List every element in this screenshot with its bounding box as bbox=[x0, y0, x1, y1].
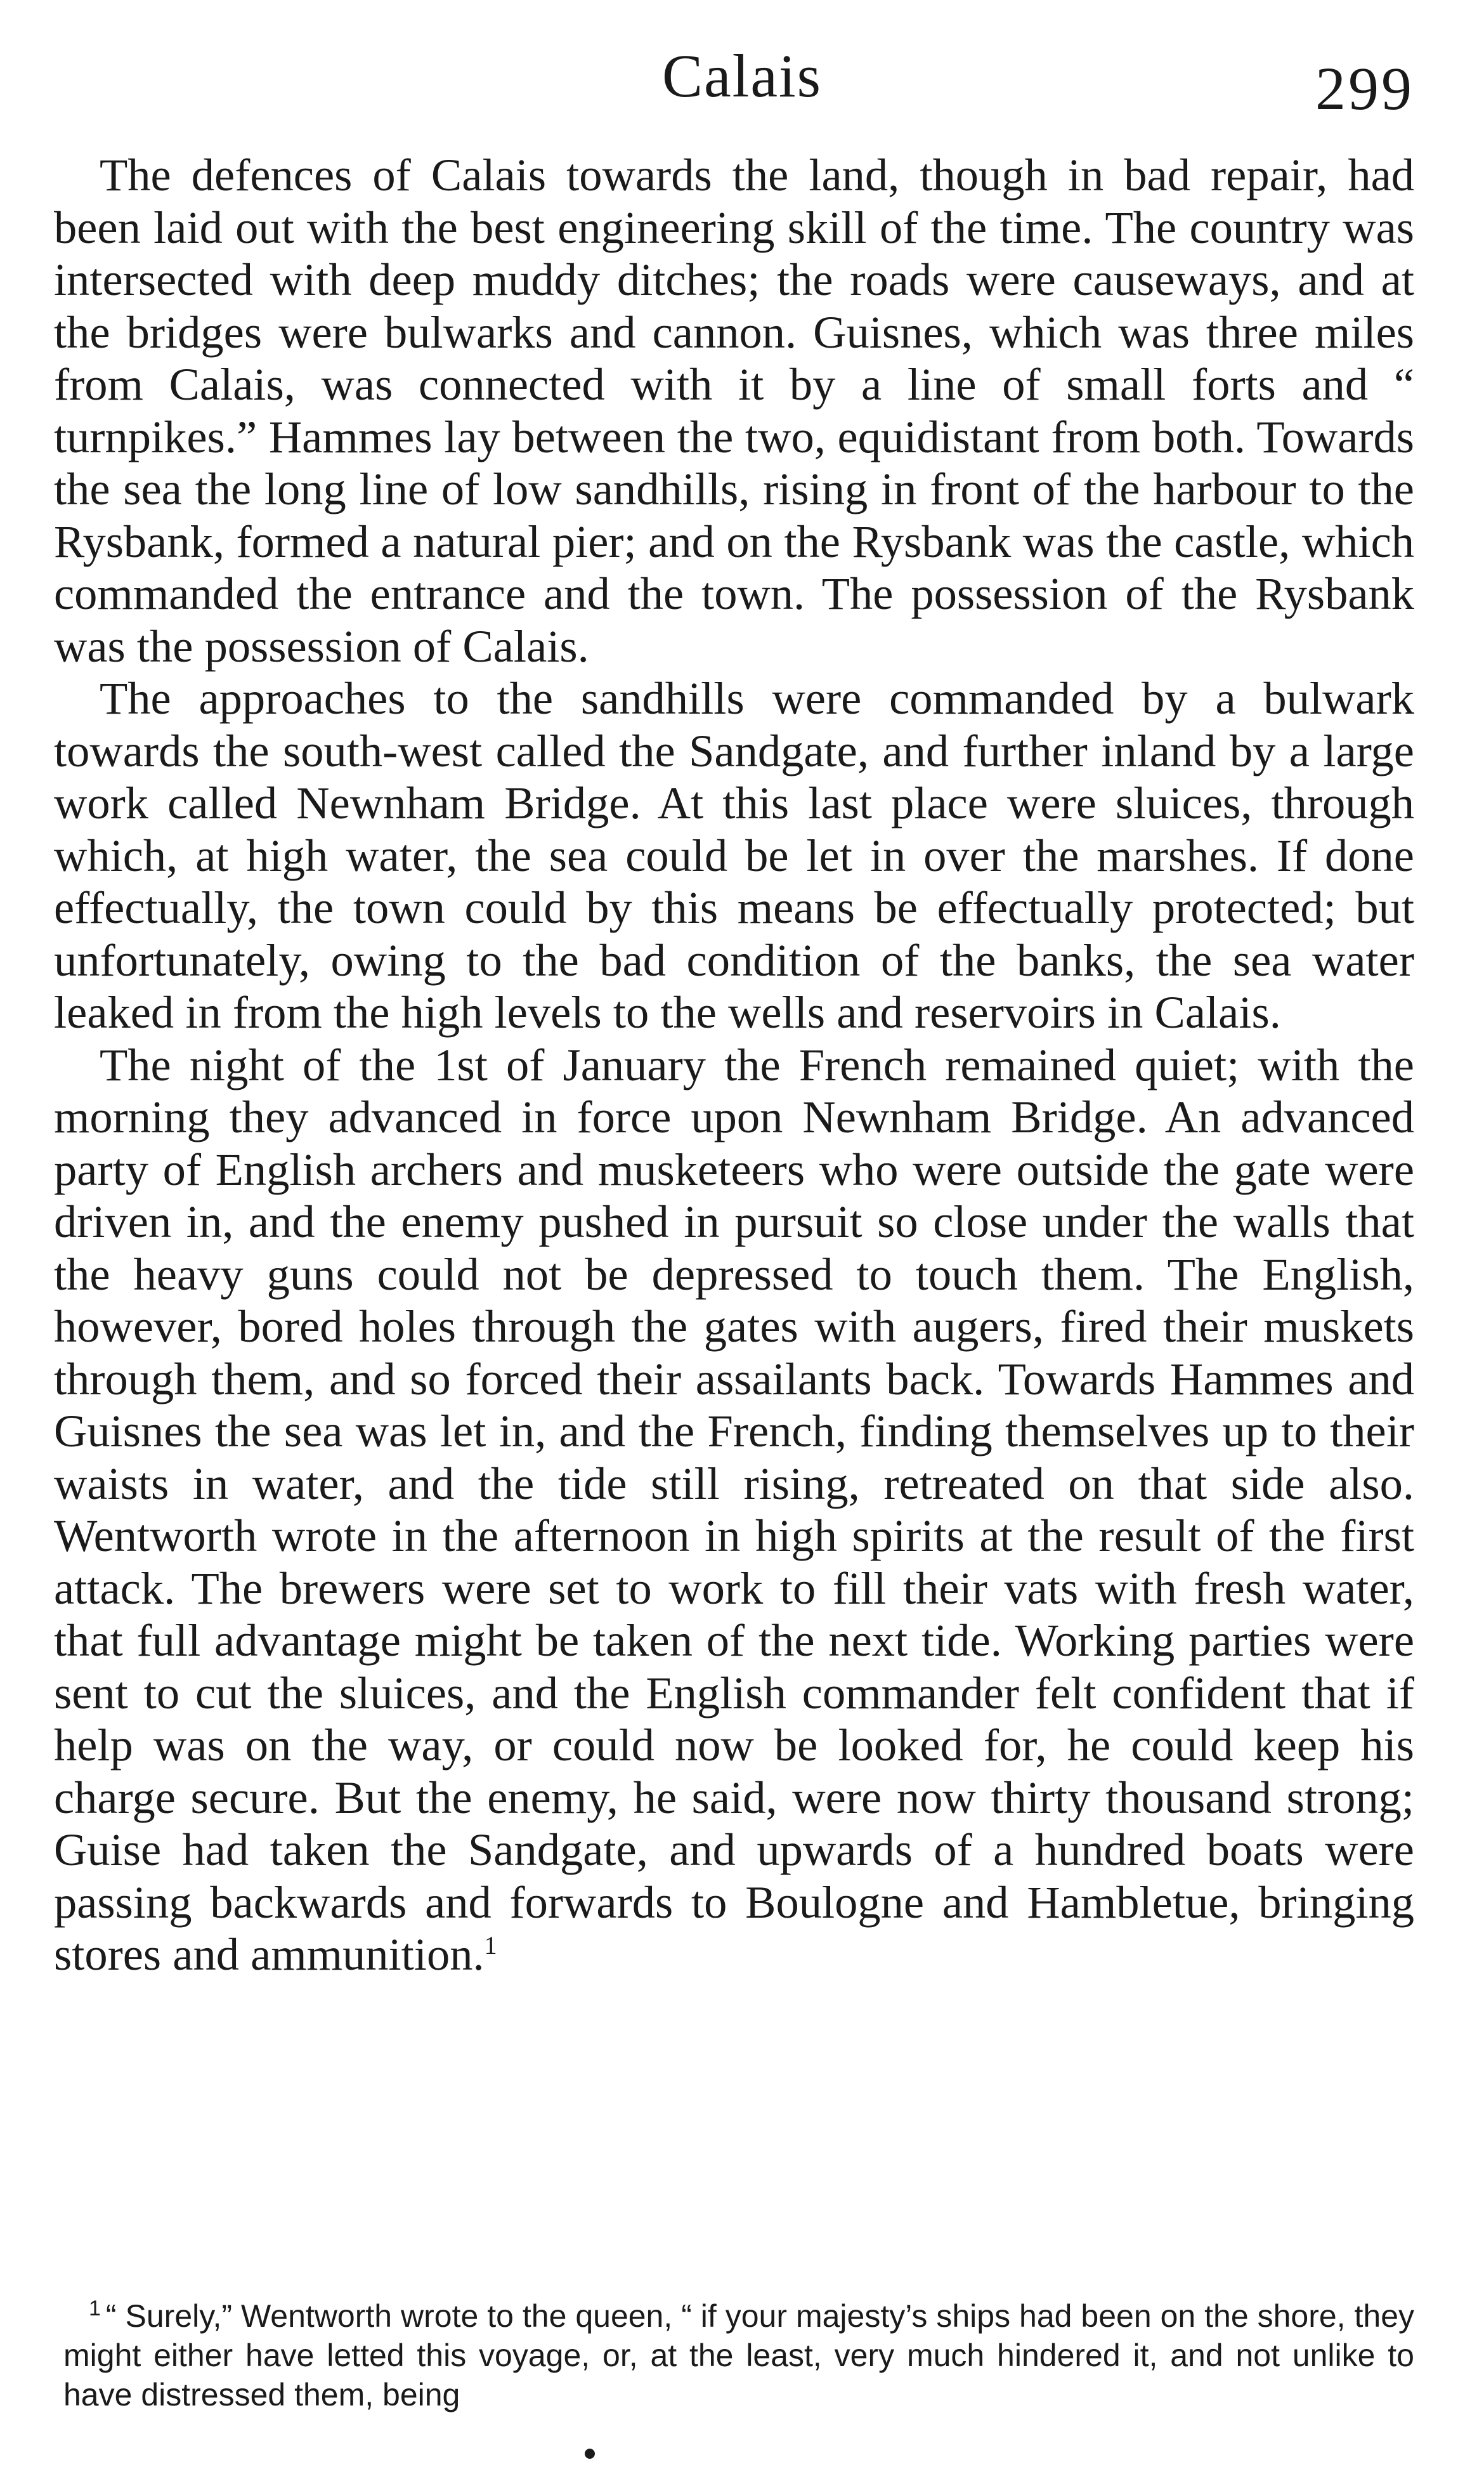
paragraph-3-text: The night of the 1st of January the French remained quiet; with the morning they advanced in force upon Newnham Bridge. An advanced party of English archers and musketeers who were outside the gate were driven in, and the enemy pushed in pursuit so close under the walls that the heavy guns could not be depressed to touch them. The English, however, bored holes through the gates with augers, fired their muskets through them, and so forced their assailants back. Towards Hammes and Guisnes the sea was let in, and the French, finding themselves up to their waists in water, and the tide still rising, retreated on that side also. Wentworth wrote in the afternoon in high spirits at the result of the first attack. The brewers were set to work to fill their vats with fresh water, that full advantage might be taken of the next tide. Working parties were sent to cut the sluices, and the English commander felt confident that if help was on the way, or could now be looked for, he could keep his charge secure. But the enemy, he said, were now thirty thousand strong; Guise had taken the Sandgate, and upwards of a hundred boats were passing backwards and forwards to Boulogne and Hambletue, bringing stores and ammunition. bbox=[54, 1038, 1414, 1980]
footnote-text: “ Surely,” Wentworth wrote to the queen, “ if your majesty’s ships had been on the shore, they might either have letted this voyage, or, at the least, very much hindered it, and not unlike to have distressed them, being bbox=[63, 2298, 1414, 2412]
footnote bbox=[63, 2296, 1414, 2414]
paragraph-3 bbox=[54, 1039, 1414, 1981]
page-number: 299 bbox=[1315, 55, 1414, 122]
footnote-mark: 1 bbox=[89, 2296, 101, 2321]
body-text bbox=[54, 149, 1414, 1981]
paragraph-2: The approaches to the sandhills were commanded by a bulwark towards the south-west called the Sandgate, and further inland by a large work called Newnham Bridge. At this last place were sluices, through which, at high water, the sea could be let in over the marshes. If done effectually, the town could by this means be effectually protected; but unfortunately, owing to the bad condition of the banks, the sea water leaked in from the high levels to the wells and reservoirs in Calais. bbox=[54, 672, 1414, 1038]
bottom-dot-mark bbox=[585, 2449, 595, 2459]
footnote-paragraph bbox=[63, 2296, 1414, 2414]
running-title: Calais bbox=[662, 42, 822, 110]
paragraph-1: The defences of Calais towards the land, though in bad repair, had been laid out with the best engineering skill of the time. The country was intersected with deep muddy ditches; the roads were causeways, and at the bridges were bulwarks and cannon. Guisnes, which was three miles from Calais, was connected with it by a line of small forts and “ turnpikes.” Hammes lay between the two, equidistant from both. Towards the sea the long line of low sandhills, rising in front of the harbour to the Rysbank, formed a natural pier; and on the Rysbank was the castle, which commanded the entrance and the town. The possession of the Rysbank was the possession of Calais. bbox=[54, 149, 1414, 672]
footnote-reference: 1 bbox=[484, 1930, 497, 1960]
